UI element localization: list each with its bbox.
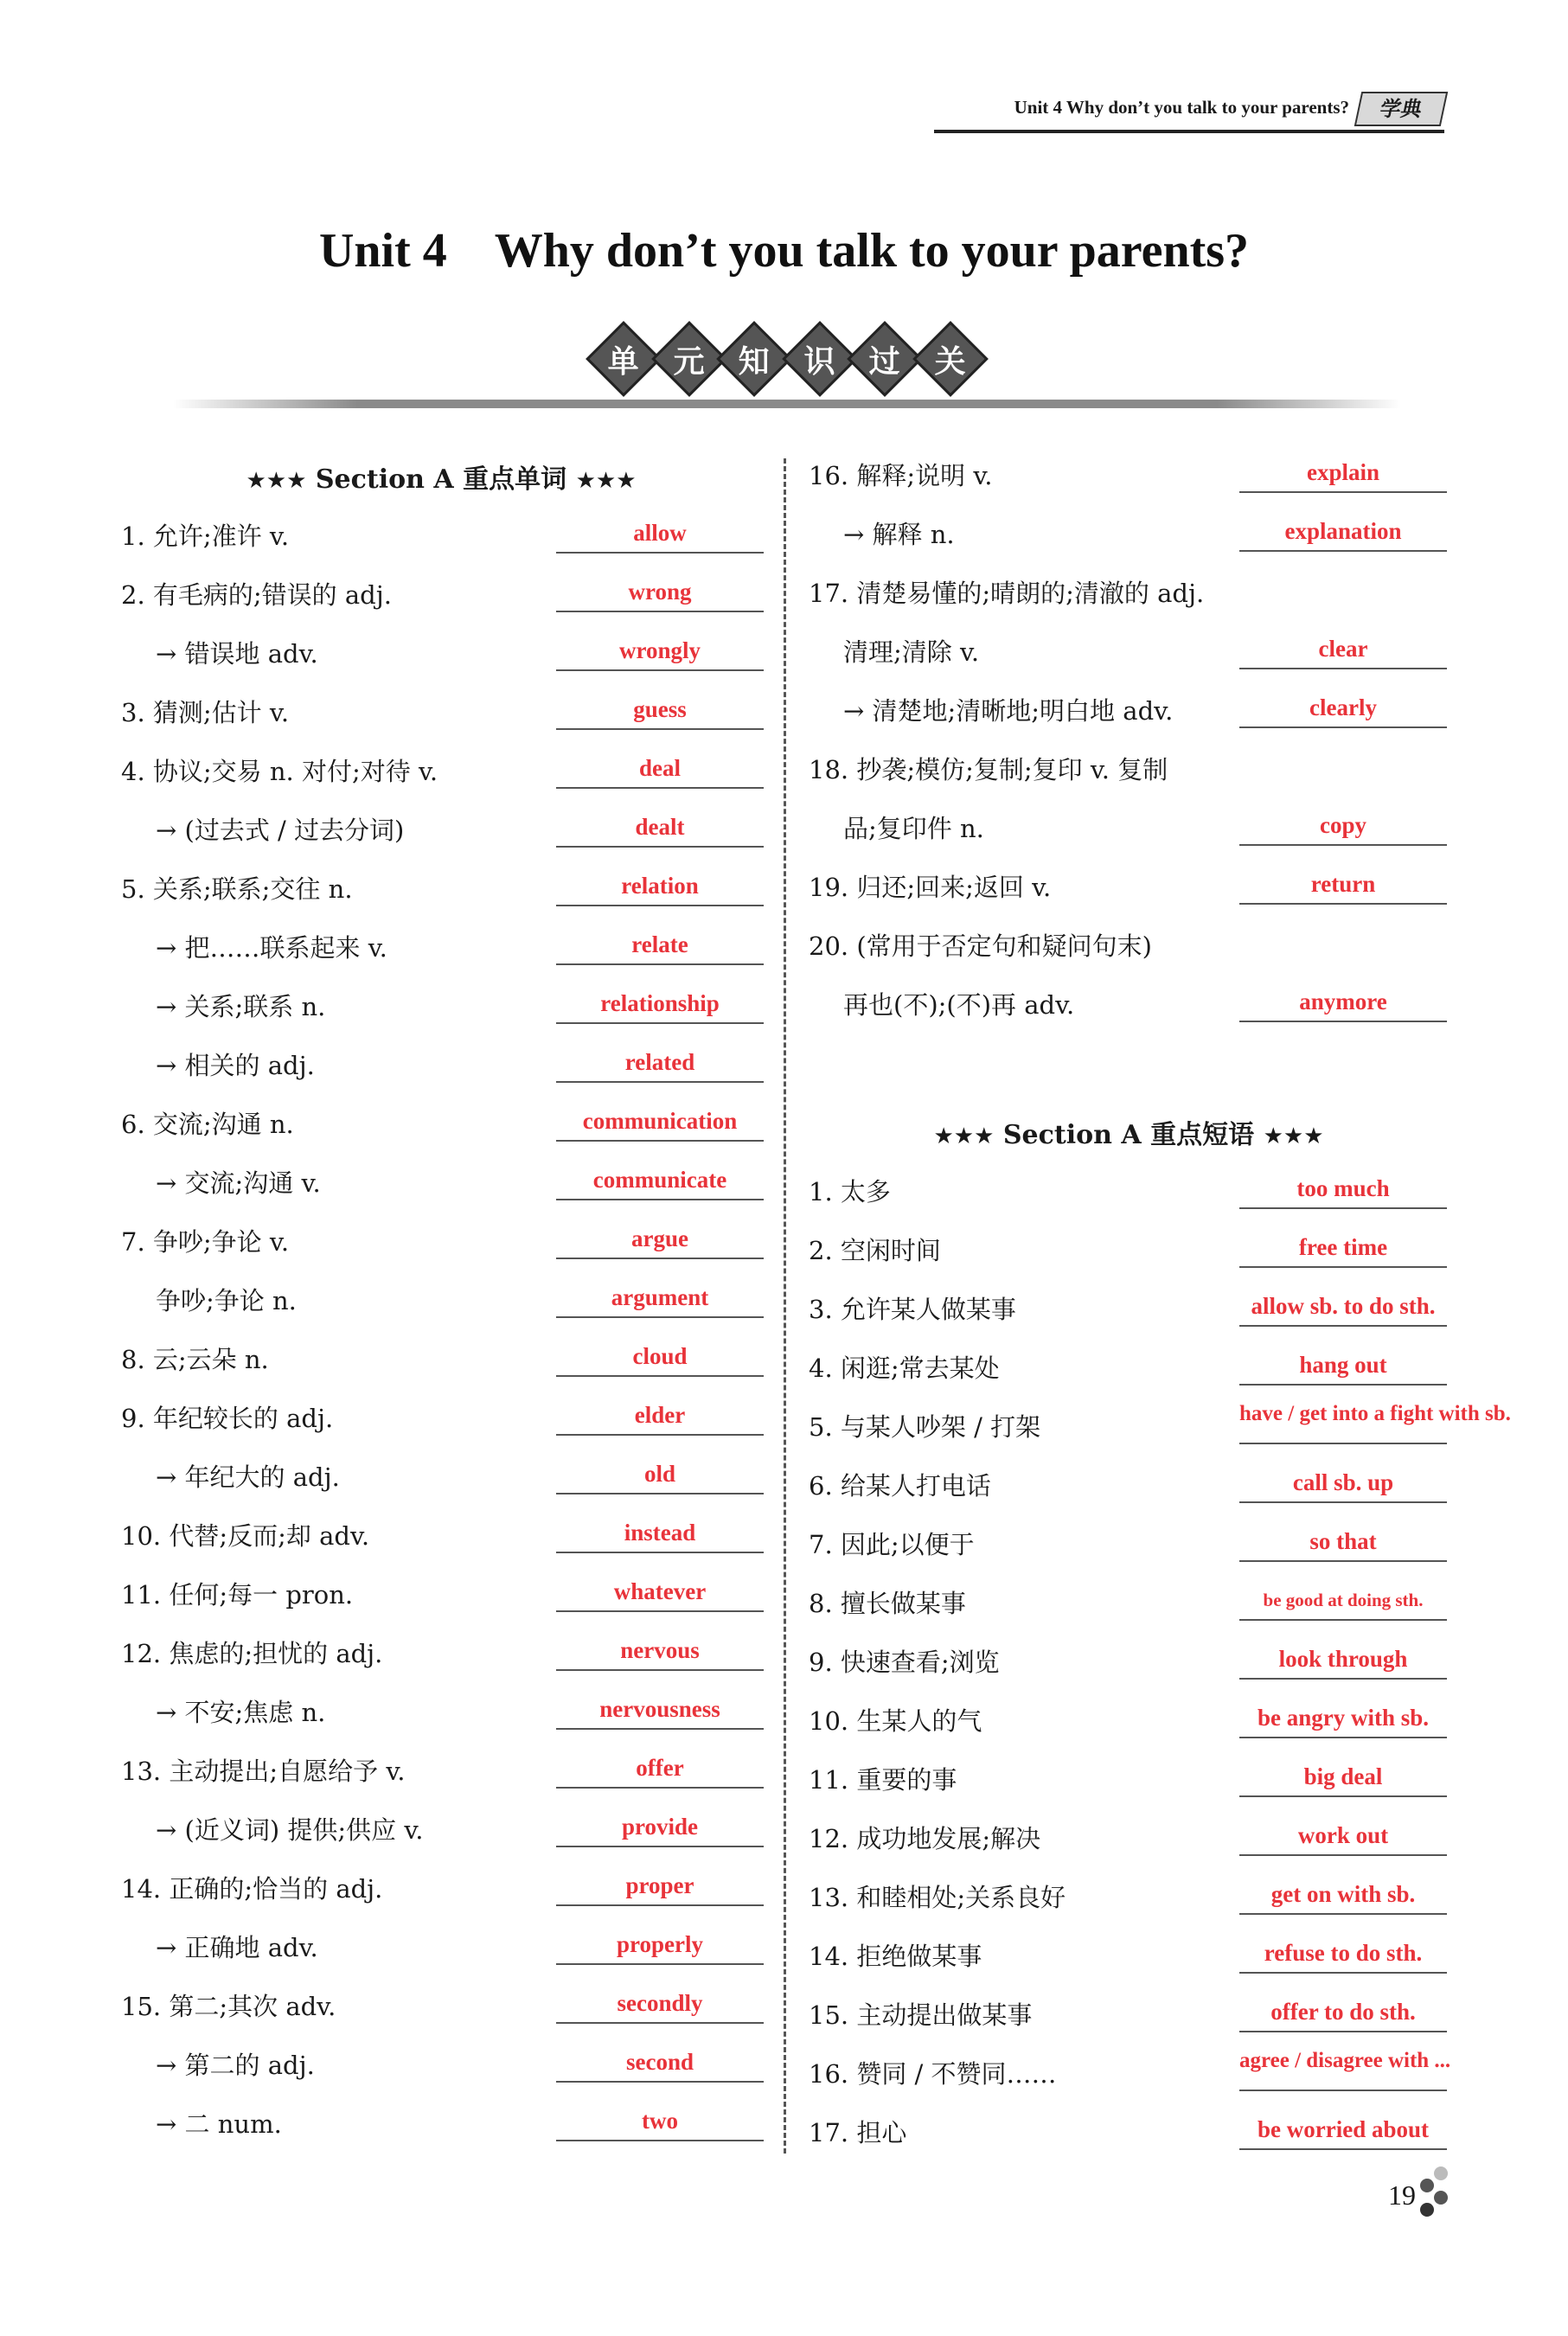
answer-text: relationship — [600, 990, 720, 1016]
item-prompt: → 清楚地;清晰地;明白地 adv. — [843, 696, 1174, 726]
answer-blank[interactable] — [1239, 1873, 1447, 1915]
list-item — [112, 1686, 770, 1745]
answer-blank[interactable] — [1239, 1520, 1447, 1562]
banner-char: 知 — [716, 321, 792, 397]
answer-text: wrongly — [618, 637, 701, 663]
item-prompt: → 不安;焦虑 n. — [156, 1698, 326, 1727]
answer-blank[interactable] — [1239, 1285, 1447, 1327]
word-list — [112, 510, 770, 2157]
answer-blank[interactable] — [556, 1629, 764, 1671]
answer-text: look through — [1278, 1646, 1408, 1672]
answer-blank[interactable] — [1239, 1991, 1447, 2032]
item-prompt: 清理;清除 v. — [843, 637, 980, 667]
list-item — [112, 510, 770, 569]
list-item — [800, 450, 1457, 509]
list-item — [800, 1283, 1457, 1342]
answer-blank[interactable] — [556, 1335, 764, 1377]
list-item — [112, 1098, 770, 1157]
list-item — [112, 981, 770, 1040]
item-prompt: → 解释 n. — [843, 520, 955, 549]
item-prompt: 1. 允许;准许 v. — [121, 522, 290, 551]
answer-blank[interactable] — [556, 1041, 764, 1083]
answer-blank[interactable] — [1239, 510, 1447, 552]
list-item — [800, 979, 1457, 1038]
item-prompt: 15. 第二;其次 adv. — [121, 1992, 336, 2021]
answer-text: free time — [1298, 1234, 1388, 1260]
list-item — [112, 1981, 770, 2039]
list-item — [112, 1922, 770, 1981]
list-item — [800, 1989, 1457, 2048]
list-item — [112, 922, 770, 981]
answer-blank[interactable] — [1239, 1226, 1447, 1268]
item-prompt: 1. 太多 — [809, 1177, 891, 1206]
item-prompt: 18. 抄袭;模仿;复制;复印 v. 复制 — [809, 755, 1168, 784]
answer-blank[interactable] — [556, 1453, 764, 1494]
answer-blank[interactable] — [1239, 1402, 1511, 1444]
list-item — [112, 569, 770, 628]
item-prompt: 15. 主动提出做某事 — [809, 2000, 1033, 2030]
answer-text: elder — [634, 1402, 686, 1428]
item-prompt: 8. 擅长做某事 — [809, 1589, 966, 1618]
answer-blank[interactable] — [556, 1100, 764, 1142]
answer-text: allow sb. to do sth. — [1251, 1293, 1436, 1319]
list-item — [112, 687, 770, 746]
answer-blank[interactable] — [1239, 1756, 1447, 1797]
answer-text: clearly — [1309, 694, 1377, 720]
answer-blank[interactable] — [556, 571, 764, 612]
answer-blank[interactable] — [556, 688, 764, 730]
item-prompt: → 第二的 adj. — [156, 2051, 315, 2080]
answer-text: related — [624, 1049, 695, 1075]
item-prompt: 13. 主动提出;自愿给予 v. — [121, 1757, 406, 1786]
unit-title: Unit 4 Why don’t you talk to your parents? — [318, 224, 1250, 278]
list-item — [800, 861, 1457, 920]
answer-text: relation — [621, 873, 699, 899]
item-prompt: 3. 允许某人做某事 — [809, 1295, 1016, 1324]
item-prompt: 10. 代替;反而;却 adv. — [121, 1521, 370, 1551]
list-item — [800, 1519, 1457, 1578]
page-number: 19 — [1388, 2179, 1416, 2211]
item-prompt: → 相关的 adj. — [156, 1051, 315, 1080]
answer-text: clear — [1318, 636, 1368, 662]
list-item — [800, 1578, 1457, 1636]
answer-text: instead — [624, 1520, 696, 1546]
words-column — [112, 450, 770, 2157]
list-item — [112, 1392, 770, 1451]
banner-char: 元 — [651, 321, 727, 397]
answer-text: explain — [1306, 459, 1380, 485]
list-item — [800, 2048, 1457, 2107]
answer-blank[interactable] — [556, 865, 764, 906]
banner-rule — [173, 400, 1401, 408]
answer-text: have / get into a fight with sb. — [1239, 1402, 1511, 1425]
item-prompt: → 二 num. — [156, 2109, 282, 2139]
item-prompt: 17. 担心 — [809, 2118, 907, 2147]
item-prompt: 2. 有毛病的;错误的 adj. — [121, 580, 392, 610]
list-item — [800, 1813, 1457, 1872]
banner-char: 关 — [912, 321, 989, 397]
word-list-continued — [800, 450, 1457, 1038]
section-heading-phrases: ★★★ Section A 重点短语 ★★★ — [933, 1120, 1324, 1150]
list-item — [800, 2107, 1457, 2166]
answer-blank[interactable] — [1239, 2109, 1447, 2150]
item-prompt: 5. 与某人吵架 / 打架 — [809, 1412, 1041, 1442]
answer-blank[interactable] — [556, 2100, 764, 2141]
item-prompt: 4. 协议;交易 n. 对付;对待 v. — [121, 757, 438, 786]
answer-text: nervousness — [599, 1696, 720, 1722]
list-item — [112, 1334, 770, 1392]
page-dots-ornament — [1418, 2166, 1453, 2218]
answer-text: too much — [1296, 1175, 1390, 1201]
answer-blank[interactable] — [556, 1982, 764, 2024]
item-prompt: 11. 重要的事 — [809, 1765, 957, 1795]
list-item — [112, 628, 770, 687]
answer-text: refuse to do sth. — [1264, 1940, 1423, 1966]
item-prompt: 品;复印件 n. — [843, 814, 984, 843]
list-item — [112, 1804, 770, 1863]
list-item — [800, 685, 1457, 744]
answer-blank[interactable] — [556, 1571, 764, 1612]
item-prompt: 3. 猜测;估计 v. — [121, 698, 290, 727]
answer-blank[interactable] — [556, 1923, 764, 1965]
header-text: Unit 4 Why don’t you talk to your parents? — [1014, 97, 1349, 118]
answer-text: explanation — [1284, 518, 1402, 544]
answer-blank[interactable] — [1239, 863, 1447, 905]
answer-text: communication — [582, 1108, 738, 1134]
item-prompt: 7. 因此;以便于 — [809, 1530, 975, 1559]
answer-blank[interactable] — [1239, 687, 1447, 728]
item-prompt: 5. 关系;联系;交往 n. — [121, 874, 353, 904]
item-prompt: → 年纪大的 adj. — [156, 1462, 340, 1492]
list-item — [112, 2098, 770, 2157]
item-prompt: 12. 焦虑的;担忧的 adj. — [121, 1639, 383, 1668]
answer-blank[interactable] — [1239, 1697, 1447, 1738]
answer-blank[interactable] — [556, 1218, 764, 1259]
answer-text: cloud — [632, 1343, 688, 1369]
section-banner — [597, 332, 977, 389]
item-prompt: 14. 拒绝做某事 — [809, 1942, 982, 1971]
item-prompt: → (近义词) 提供;供应 v. — [156, 1815, 424, 1845]
item-prompt: 16. 解释;说明 v. — [809, 461, 993, 490]
item-prompt: 9. 快速查看;浏览 — [809, 1648, 1000, 1677]
item-prompt: 6. 交流;沟通 n. — [121, 1110, 294, 1139]
answer-blank[interactable] — [556, 982, 764, 1024]
answer-text: anymore — [1299, 989, 1387, 1014]
answer-text: copy — [1320, 812, 1366, 838]
list-item — [800, 1636, 1457, 1695]
answer-blank[interactable] — [556, 806, 764, 848]
banner-char: 单 — [586, 321, 662, 397]
answer-text: so that — [1309, 1528, 1377, 1554]
answer-blank[interactable] — [1239, 1462, 1447, 1503]
header-rule — [934, 130, 1444, 133]
answer-blank[interactable] — [556, 1512, 764, 1553]
answer-blank[interactable] — [556, 1688, 764, 1730]
list-item — [112, 1157, 770, 1216]
item-prompt: 2. 空闲时间 — [809, 1236, 941, 1265]
answer-blank[interactable] — [556, 747, 764, 789]
answer-blank[interactable] — [1239, 804, 1447, 846]
list-item — [112, 1569, 770, 1628]
list-item — [800, 567, 1457, 626]
answer-text: provide — [621, 1814, 698, 1840]
list-item — [112, 2039, 770, 2098]
answer-blank[interactable] — [556, 1806, 764, 1847]
answer-text: guess — [633, 696, 687, 722]
item-prompt: → 关系;联系 n. — [156, 992, 326, 1021]
item-prompt: 10. 生某人的气 — [809, 1706, 982, 1736]
answer-text: dealt — [635, 814, 685, 840]
answer-blank[interactable] — [556, 512, 764, 554]
list-item — [800, 1872, 1457, 1930]
section-heading-words: ★★★ Section A 重点单词 ★★★ — [246, 464, 637, 495]
list-item — [800, 744, 1457, 803]
answer-text: second — [625, 2049, 694, 2075]
answer-text: argument — [611, 1284, 709, 1310]
list-item — [112, 1863, 770, 1922]
list-item — [112, 746, 770, 804]
list-item — [112, 1510, 770, 1569]
answer-text: wrong — [628, 579, 692, 605]
answer-text: nervous — [620, 1637, 700, 1663]
answer-text: old — [643, 1461, 676, 1487]
item-prompt: 13. 和睦相处;关系良好 — [809, 1883, 1066, 1912]
list-item — [112, 1451, 770, 1510]
answer-text: offer — [636, 1755, 684, 1781]
answer-text: allow — [633, 520, 687, 546]
right-column — [800, 450, 1511, 2166]
list-item — [112, 863, 770, 922]
answer-blank[interactable] — [556, 924, 764, 965]
list-item — [800, 1342, 1457, 1401]
answer-blank[interactable] — [1239, 981, 1447, 1022]
list-item — [800, 1754, 1457, 1813]
item-prompt: → (过去式 / 过去分词) — [156, 816, 405, 845]
answer-text: work out — [1297, 1822, 1389, 1848]
answer-text: deal — [638, 755, 681, 781]
answer-text: communicate — [592, 1167, 727, 1193]
answer-text: big deal — [1303, 1763, 1383, 1789]
list-item — [112, 1040, 770, 1098]
publisher-logo: 学典 — [1354, 92, 1449, 126]
answer-blank[interactable] — [556, 630, 764, 671]
list-item — [800, 509, 1457, 567]
list-item — [800, 803, 1457, 861]
answer-text: return — [1310, 871, 1376, 897]
answer-text: be angry with sb. — [1257, 1705, 1430, 1731]
item-prompt: 7. 争吵;争论 v. — [121, 1227, 290, 1257]
list-item — [800, 1225, 1457, 1283]
answer-blank[interactable] — [556, 1277, 764, 1318]
item-prompt: → 把……联系起来 v. — [156, 933, 387, 963]
list-item — [800, 1930, 1457, 1989]
banner-char: 过 — [848, 321, 924, 397]
answer-blank[interactable] — [1239, 1814, 1447, 1856]
list-item — [800, 920, 1457, 979]
list-item — [112, 1745, 770, 1804]
list-item — [112, 1216, 770, 1275]
item-prompt: 14. 正确的;恰当的 adj. — [121, 1874, 383, 1904]
answer-blank[interactable] — [1239, 628, 1447, 669]
answer-text: proper — [625, 1872, 694, 1898]
answer-blank[interactable] — [1239, 2049, 1451, 2091]
answer-blank[interactable] — [1239, 1932, 1447, 1974]
list-item — [112, 1275, 770, 1334]
item-prompt: 9. 年纪较长的 adj. — [121, 1404, 334, 1433]
answer-blank[interactable] — [556, 1747, 764, 1789]
answer-blank[interactable] — [556, 1865, 764, 1906]
list-item — [800, 1460, 1457, 1519]
answer-text: get on with sb. — [1270, 1881, 1416, 1907]
answer-text: secondly — [617, 1990, 703, 2016]
item-prompt: → 错误地 adv. — [156, 639, 318, 669]
list-item — [800, 626, 1457, 685]
answer-text: be good at doing sth. — [1263, 1590, 1424, 1610]
list-item — [112, 1628, 770, 1686]
item-prompt: → 正确地 adv. — [156, 1933, 318, 1962]
item-prompt: 20. (常用于否定句和疑问句末) — [809, 931, 1152, 961]
phrase-list — [800, 1166, 1511, 2166]
item-prompt: 16. 赞同 / 不赞同…… — [809, 2059, 1057, 2089]
item-prompt: 12. 成功地发展;解决 — [809, 1824, 1041, 1853]
item-prompt: → 交流;沟通 v. — [156, 1168, 321, 1198]
answer-text: two — [642, 2108, 678, 2134]
answer-blank[interactable] — [1239, 1168, 1447, 1209]
answer-blank[interactable] — [556, 2041, 764, 2083]
answer-blank[interactable] — [1239, 451, 1447, 493]
list-item — [800, 1695, 1457, 1754]
column-divider — [784, 458, 786, 2154]
answer-blank[interactable] — [556, 1159, 764, 1200]
answer-text: argue — [631, 1226, 688, 1251]
item-prompt: 11. 任何;每一 pron. — [121, 1580, 354, 1610]
answer-blank[interactable] — [1239, 1344, 1447, 1386]
answer-text: offer to do sth. — [1270, 1999, 1416, 2025]
answer-text: whatever — [613, 1578, 707, 1604]
item-prompt: 再也(不);(不)再 adv. — [843, 990, 1075, 1020]
answer-text: be worried about — [1258, 2116, 1429, 2142]
running-header — [934, 90, 1453, 133]
item-prompt: 19. 归还;回来;返回 v. — [809, 873, 1052, 902]
answer-text: hang out — [1299, 1352, 1387, 1378]
item-prompt: 6. 给某人打电话 — [809, 1471, 991, 1501]
banner-char: 识 — [782, 321, 858, 397]
list-item — [112, 804, 770, 863]
item-prompt: 争吵;争论 n. — [156, 1286, 297, 1315]
list-item — [800, 1401, 1511, 1460]
answer-blank[interactable] — [556, 1394, 764, 1436]
answer-text: agree / disagree with ... — [1239, 2049, 1451, 2072]
item-prompt: 4. 闲逛;常去某处 — [809, 1354, 1000, 1383]
list-item — [800, 1166, 1457, 1225]
answer-text: relate — [631, 931, 688, 957]
answer-blank[interactable] — [1239, 1638, 1447, 1680]
answer-text: properly — [617, 1931, 703, 1957]
answer-blank[interactable] — [1239, 1579, 1447, 1621]
answer-text: call sb. up — [1292, 1469, 1394, 1495]
item-prompt: 17. 清楚易懂的;晴朗的;清澈的 adj. — [809, 579, 1205, 608]
item-prompt: 8. 云;云朵 n. — [121, 1345, 269, 1374]
